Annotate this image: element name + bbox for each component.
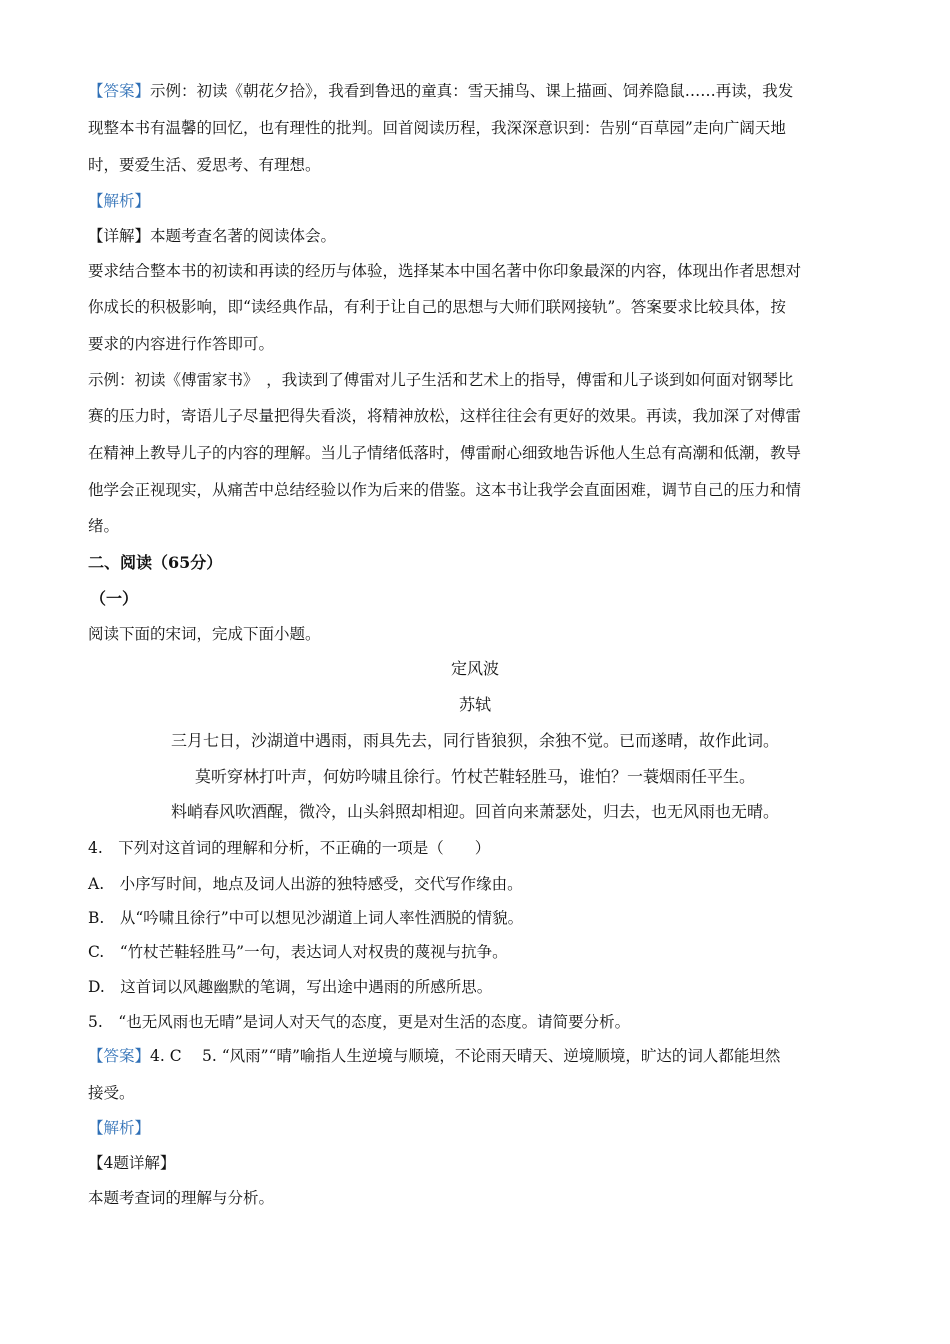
answer-text: 示例：初读《朝花夕拾》，我看到鲁迅的童真：雪天捕鸟、课上描画、饲养隐鼠……再读，我发 bbox=[150, 82, 794, 100]
sub-heading: （一） bbox=[90, 589, 139, 608]
requirement-line-1: 要求结合整本书的初读和再读的经历与体验，选择某本中国名著中你印象最深的内容，体现出作者思想对 bbox=[88, 262, 802, 280]
question-4-option-b: B. 从“吟啸且徐行”中可以想见沙湖道上词人率性洒脱的情貌。 bbox=[88, 909, 524, 927]
answer-2-line-1 bbox=[88, 1046, 780, 1066]
requirement-line-3: 要求的内容进行作答即可。 bbox=[88, 335, 275, 353]
reading-instruction: 阅读下面的宋词，完成下面小题。 bbox=[88, 625, 321, 643]
question-4-option-d: D. 这首词以风趣幽默的笔调，写出途中遇雨的所感所思。 bbox=[88, 978, 493, 996]
poem-line-1: 莫听穿林打叶声，何妨吟啸且徐行。竹杖芒鞋轻胜马，谁怕？一蓑烟雨任平生。 bbox=[194, 767, 755, 786]
question-4-option-a: A. 小序写时间，地点及词人出游的独特感受，交代写作缘由。 bbox=[88, 875, 523, 893]
answer-2-line-2: 接受。 bbox=[88, 1084, 135, 1102]
poem-author: 苏轼 bbox=[458, 695, 491, 714]
question-4-option-c: C. “竹杖芒鞋轻胜马”一句，表达词人对权贵的蔑视与抗争。 bbox=[88, 943, 508, 961]
section-heading: 二、阅读（65分） bbox=[88, 553, 223, 572]
answer-text: 4. C 5. “风雨”“晴”喻指人生逆境与顺境，不论雨天晴天、逆境顺境，旷达的词人都能坦然 bbox=[150, 1047, 781, 1065]
answer-tag: 【答案】 bbox=[88, 1047, 151, 1065]
answer-1-line-3: 时，要爱生活、爱思考、有理想。 bbox=[88, 156, 321, 174]
answer-1-line-1 bbox=[88, 81, 793, 101]
example-line-3: 在精神上教导儿子的内容的理解。当儿子情绪低落时，傅雷耐心细致地告诉他人生总有高潮和低潮，教导 bbox=[88, 444, 802, 462]
question-4-stem: 4. 下列对这首词的理解和分析，不正确的一项是（ ） bbox=[88, 839, 491, 857]
example-line-4: 他学会正视现实，从痛苦中总结经验以作为后来的借鉴。这本书让我学会直面困难，调节自己的压力和情 bbox=[88, 481, 802, 499]
example-line-2: 赛的压力时，寄语儿子尽量把得失看淡，将精神放松，这样往往会有更好的效果。再读，我加深了对傅雷 bbox=[88, 407, 802, 425]
analysis-tag-2: 【解析】 bbox=[88, 1119, 151, 1137]
answer-tag: 【答案】 bbox=[88, 82, 151, 100]
detail-heading: 【详解】本题考查名著的阅读体会。 bbox=[88, 227, 337, 245]
poem-line-2: 料峭春风吹酒醒，微冷，山头斜照却相迎。回首向来萧瑟处，归去，也无风雨也无晴。 bbox=[170, 802, 779, 821]
requirement-line-2: 你成长的积极影响，即“读经典作品，有利于让自己的思想与大师们联网接轨”。答案要求比较具体，按 bbox=[88, 298, 786, 316]
analysis-tag: 【解析】 bbox=[88, 192, 151, 210]
poem-title: 定风波 bbox=[450, 659, 499, 678]
question-5: 5. “也无风雨也无晴”是词人对天气的态度，更是对生活的态度。请简要分析。 bbox=[88, 1013, 631, 1031]
detail-heading-2: 【4题详解】 bbox=[88, 1154, 176, 1172]
answer-1-line-2: 现整本书有温馨的回忆，也有理性的批判。回首阅读历程，我深深意识到：告别“百草园”走向广阔天地 bbox=[88, 119, 786, 137]
example-line-5: 绪。 bbox=[88, 517, 120, 535]
example-line-1: 示例：初读《傅雷家书》 ，我读到了傅雷对儿子生活和艺术上的指导，傅雷和儿子谈到如何面对钢琴比 bbox=[88, 371, 794, 389]
detail-text-2: 本题考查词的理解与分析。 bbox=[88, 1189, 275, 1207]
poem-preface: 三月七日，沙湖道中遇雨，雨具先去，同行皆狼狈，余独不觉。已而遂晴，故作此词。 bbox=[170, 731, 779, 750]
